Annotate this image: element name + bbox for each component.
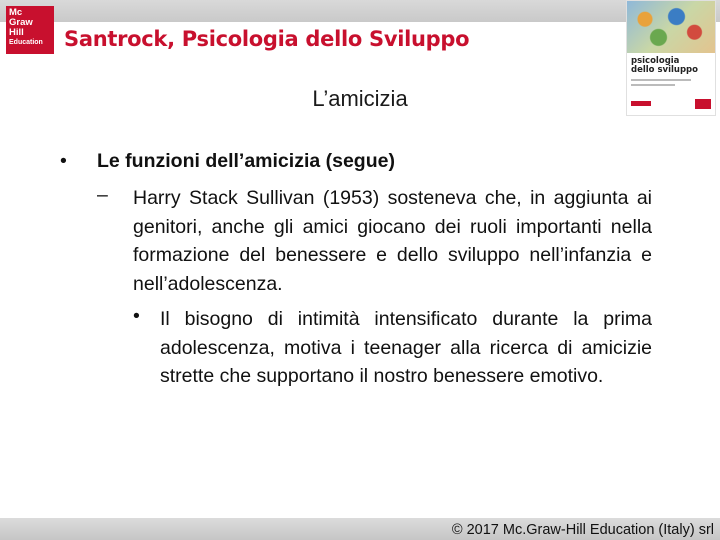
- cover-title-line-2: dello sviluppo: [631, 65, 698, 75]
- logo-line-2: Graw: [9, 17, 33, 28]
- slide-title: L’amicizia: [312, 86, 408, 111]
- copyright-notice: © 2017 Mc.Graw-Hill Education (Italy) srl: [451, 522, 714, 538]
- sub-sub-bullet-marker: •: [133, 305, 140, 327]
- logo-line-1: Mc: [9, 7, 23, 18]
- bullet-marker: •: [60, 150, 67, 172]
- logo-line-3: Hill: [9, 27, 24, 38]
- dash-marker: –: [97, 184, 108, 206]
- sub-sub-bullet-text: Il bisogno di intimità intensificato durante la prima adolescenza, motiva i teenager alla ricerca di amicizie strette che supportano il nostro benessere emotivo.: [160, 308, 652, 387]
- logo-line-4: Education: [9, 39, 43, 46]
- book-title: Santrock, Psicologia dello Sviluppo: [64, 27, 470, 51]
- main-bullet-text: Le funzioni dell’amicizia (segue): [97, 150, 395, 172]
- cover-title-line-1: psicologia: [631, 56, 680, 66]
- sub-bullet-text: Harry Stack Sullivan (1953) sosteneva che, in aggiunta ai genitori, anche gli amici giocano dei ruoli importanti nella formazione del benessere e dello sviluppo nell’infanzia e nell’adolescenza.: [133, 187, 652, 295]
